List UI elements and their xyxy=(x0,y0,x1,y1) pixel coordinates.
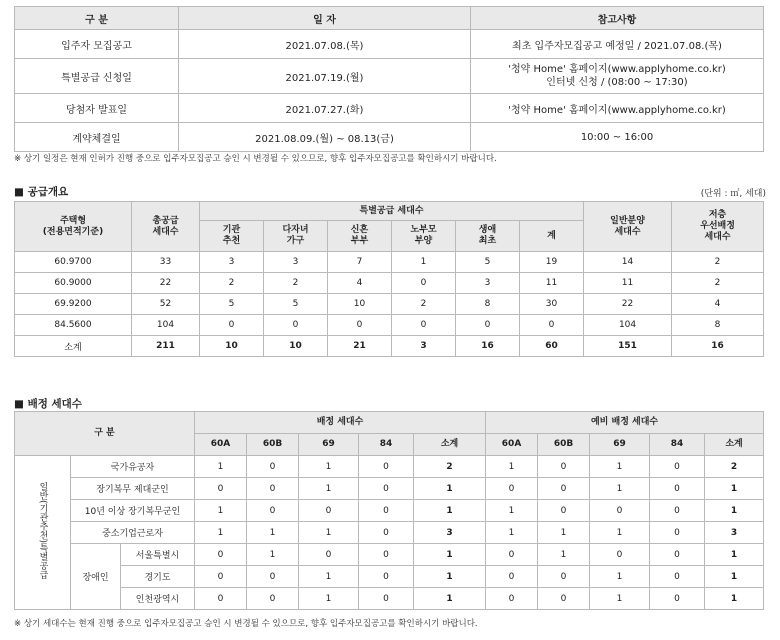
allocation-col: 60B xyxy=(247,434,299,456)
allocation-value-cell: 0 xyxy=(247,588,299,610)
supply-value-cell: 151 xyxy=(584,336,672,357)
allocation-value-cell: 1 xyxy=(247,522,299,544)
header-line: 우선배정 xyxy=(700,221,735,231)
supply-value-cell: 5 xyxy=(264,294,328,315)
supply-value-cell: 14 xyxy=(584,252,672,273)
supply-value-cell: 0 xyxy=(392,315,456,336)
schedule-note-line: '청약 Home' 홈페이지(www.applyhome.co.kr) xyxy=(508,64,726,75)
schedule-date: 2021.07.19.(월) xyxy=(179,59,471,94)
allocation-value-cell: 0 xyxy=(247,456,299,478)
allocation-value-cell: 0 xyxy=(247,500,299,522)
supply-value-cell: 3 xyxy=(456,273,520,294)
allocation-value-cell: 0 xyxy=(486,588,538,610)
allocation-value-cell: 0 xyxy=(247,566,299,588)
allocation-row xyxy=(15,522,764,544)
allocation-value-cell: 1 xyxy=(538,522,590,544)
allocation-value-cell: 1 xyxy=(414,588,486,610)
supply-value-cell: 11 xyxy=(584,273,672,294)
schedule-date: 2021.07.27.(화) xyxy=(179,94,471,123)
allocation-header-gubun: 구 분 xyxy=(15,412,195,456)
allocation-value-cell: 0 xyxy=(538,478,590,500)
header-line: 가구 xyxy=(286,236,305,246)
header-line: 세대수 xyxy=(152,226,179,237)
header-line: 부부 xyxy=(350,236,369,246)
supply-value-cell: 19 xyxy=(520,252,584,273)
schedule-header-note: 참고사항 xyxy=(471,7,764,30)
allocation-value-cell: 0 xyxy=(650,500,705,522)
schedule-date: 2021.07.08.(목) xyxy=(179,30,471,59)
allocation-disabled-label: 장애인 xyxy=(71,544,121,610)
supply-sub-elderly xyxy=(392,221,456,252)
supply-sub-newlywed xyxy=(328,221,392,252)
supply-value-cell: 2 xyxy=(200,273,264,294)
allocation-row xyxy=(15,456,764,478)
schedule-label: 특별공급 신청일 xyxy=(15,59,179,94)
allocation-value-cell: 1 xyxy=(590,478,650,500)
header-line: 일반분양 xyxy=(610,215,645,226)
allocation-value-cell: 1 xyxy=(299,478,359,500)
supply-value-cell: 22 xyxy=(132,273,200,294)
supply-type-cell: 84.5600 xyxy=(15,315,132,336)
allocation-col: 69 xyxy=(590,434,650,456)
supply-value-cell: 2 xyxy=(264,273,328,294)
allocation-value-cell: 0 xyxy=(538,588,590,610)
allocation-body xyxy=(15,456,764,610)
supply-value-cell: 4 xyxy=(672,294,764,315)
supply-value-cell: 5 xyxy=(456,252,520,273)
header-line: (전용면적기준) xyxy=(42,226,104,237)
header-line: 추천 xyxy=(222,236,241,246)
allocation-value-cell: 0 xyxy=(650,588,705,610)
allocation-group-text: 일반(기관추천)특별공급 xyxy=(37,482,48,580)
allocation-value-cell: 1 xyxy=(195,500,247,522)
supply-header-type xyxy=(15,202,132,252)
allocation-value-cell: 1 xyxy=(538,544,590,566)
allocation-value-cell: 1 xyxy=(590,522,650,544)
supply-row xyxy=(15,252,764,273)
schedule-footnote: ※ 상기 일정은 현재 인허가 진행 중으로 입주자모집공고 승인 시 변경될 수 있으므로, 향후 입주자모집공고를 확인하시기 바랍니다. xyxy=(14,154,497,164)
allocation-value-cell: 1 xyxy=(705,478,764,500)
allocation-value-cell: 0 xyxy=(538,456,590,478)
allocation-value-cell: 0 xyxy=(590,544,650,566)
allocation-footnote: ※ 상기 세대수는 현재 진행 중으로 입주자모집공고 승인 시 변경될 수 있으므로, 향후 입주자모집공고를 확인하시기 바랍니다. xyxy=(14,619,478,629)
allocation-value-cell: 0 xyxy=(195,566,247,588)
allocation-value-cell: 0 xyxy=(195,478,247,500)
supply-body xyxy=(15,252,764,357)
supply-type-cell: 60.9000 xyxy=(15,273,132,294)
supply-value-cell: 4 xyxy=(328,273,392,294)
supply-value-cell: 1 xyxy=(392,252,456,273)
allocation-value-cell: 0 xyxy=(195,544,247,566)
allocation-value-cell: 1 xyxy=(414,566,486,588)
supply-sub-sum: 계 xyxy=(520,221,584,252)
allocation-table xyxy=(14,411,764,610)
allocation-value-cell: 0 xyxy=(299,500,359,522)
header-line: 주택형 xyxy=(59,215,87,226)
allocation-value-cell: 1 xyxy=(247,544,299,566)
allocation-col: 60B xyxy=(538,434,590,456)
allocation-value-cell: 0 xyxy=(650,478,705,500)
supply-value-cell: 0 xyxy=(328,315,392,336)
allocation-value-cell: 0 xyxy=(359,522,414,544)
schedule-row xyxy=(15,30,764,59)
header-line: 최초 xyxy=(478,236,497,246)
allocation-value-cell: 1 xyxy=(414,478,486,500)
supply-type-cell: 60.9700 xyxy=(15,252,132,273)
allocation-value-cell: 1 xyxy=(590,566,650,588)
allocation-header-reserve: 예비 배정 세대수 xyxy=(486,412,764,434)
allocation-value-cell: 3 xyxy=(414,522,486,544)
allocation-value-cell: 0 xyxy=(247,478,299,500)
supply-value-cell: 10 xyxy=(200,336,264,357)
allocation-value-cell: 1 xyxy=(705,588,764,610)
allocation-row xyxy=(15,588,764,610)
supply-value-cell: 0 xyxy=(200,315,264,336)
header-line: 세대수 xyxy=(704,232,731,242)
allocation-col: 84 xyxy=(359,434,414,456)
supply-value-cell: 52 xyxy=(132,294,200,315)
allocation-value-cell: 0 xyxy=(359,566,414,588)
supply-value-cell: 104 xyxy=(584,315,672,336)
header-line: 부양 xyxy=(414,236,433,246)
supply-type-cell: 69.9200 xyxy=(15,294,132,315)
allocation-row xyxy=(15,566,764,588)
supply-type-cell: 소계 xyxy=(15,336,132,357)
schedule-row xyxy=(15,94,764,123)
supply-value-cell: 16 xyxy=(456,336,520,357)
supply-section-title: ■ 공급개요 xyxy=(14,186,69,198)
schedule-label: 계약체결일 xyxy=(15,123,179,152)
supply-value-cell: 0 xyxy=(264,315,328,336)
schedule-note: 10:00 ~ 16:00 xyxy=(471,123,764,152)
supply-total-row xyxy=(15,336,764,357)
schedule-note: 최초 입주자모집공고 예정일 / 2021.07.08.(목) xyxy=(471,30,764,59)
allocation-row-label: 인천광역시 xyxy=(121,588,195,610)
supply-header-general xyxy=(584,202,672,252)
schedule-table xyxy=(14,6,764,152)
header-line: 노부모 xyxy=(410,225,437,235)
allocation-value-cell: 0 xyxy=(650,456,705,478)
supply-value-cell: 2 xyxy=(672,273,764,294)
supply-value-cell: 2 xyxy=(672,252,764,273)
supply-value-cell: 0 xyxy=(456,315,520,336)
supply-value-cell: 10 xyxy=(328,294,392,315)
header-line: 다자녀 xyxy=(282,225,309,235)
allocation-group-label xyxy=(15,456,71,610)
supply-value-cell: 21 xyxy=(328,336,392,357)
allocation-row xyxy=(15,544,764,566)
schedule-row xyxy=(15,59,764,94)
allocation-value-cell: 1 xyxy=(486,456,538,478)
allocation-section-title: ■ 배정 세대수 xyxy=(14,398,82,410)
supply-header-special: 특별공급 세대수 xyxy=(200,202,584,221)
allocation-value-cell: 0 xyxy=(486,566,538,588)
schedule-label: 당첨자 발표일 xyxy=(15,94,179,123)
allocation-value-cell: 0 xyxy=(650,544,705,566)
supply-value-cell: 8 xyxy=(672,315,764,336)
allocation-col: 소계 xyxy=(705,434,764,456)
schedule-header-date: 일 자 xyxy=(179,7,471,30)
header-line: 총공급 xyxy=(152,215,179,226)
allocation-value-cell: 1 xyxy=(486,500,538,522)
supply-value-cell: 2 xyxy=(392,294,456,315)
allocation-value-cell: 0 xyxy=(359,500,414,522)
supply-value-cell: 8 xyxy=(456,294,520,315)
header-line: 저층 xyxy=(708,210,727,220)
allocation-value-cell: 1 xyxy=(299,566,359,588)
allocation-value-cell: 1 xyxy=(299,588,359,610)
supply-value-cell: 3 xyxy=(392,336,456,357)
schedule-header-row xyxy=(15,7,764,30)
supply-sub-agency xyxy=(200,221,264,252)
supply-value-cell: 22 xyxy=(584,294,672,315)
allocation-value-cell: 1 xyxy=(299,456,359,478)
allocation-value-cell: 2 xyxy=(705,456,764,478)
allocation-value-cell: 1 xyxy=(486,522,538,544)
allocation-value-cell: 2 xyxy=(414,456,486,478)
allocation-col: 60A xyxy=(486,434,538,456)
header-line: 신혼 xyxy=(350,225,369,235)
header-line: 기관 xyxy=(222,225,241,235)
supply-unit-label: (단위 : ㎡, 세대) xyxy=(700,189,766,199)
supply-value-cell: 7 xyxy=(328,252,392,273)
allocation-value-cell: 1 xyxy=(195,522,247,544)
allocation-value-cell: 0 xyxy=(650,522,705,544)
allocation-col: 60A xyxy=(195,434,247,456)
supply-value-cell: 10 xyxy=(264,336,328,357)
allocation-value-cell: 1 xyxy=(590,456,650,478)
allocation-row xyxy=(15,478,764,500)
schedule-label: 입주자 모집공고 xyxy=(15,30,179,59)
allocation-value-cell: 0 xyxy=(650,566,705,588)
supply-value-cell: 211 xyxy=(132,336,200,357)
allocation-value-cell: 1 xyxy=(705,566,764,588)
allocation-value-cell: 0 xyxy=(538,500,590,522)
allocation-value-cell: 0 xyxy=(195,588,247,610)
schedule-row xyxy=(15,123,764,152)
header-line: 세대수 xyxy=(614,226,641,237)
allocation-col: 소계 xyxy=(414,434,486,456)
supply-value-cell: 104 xyxy=(132,315,200,336)
allocation-value-cell: 1 xyxy=(414,500,486,522)
allocation-col: 69 xyxy=(299,434,359,456)
allocation-value-cell: 0 xyxy=(486,544,538,566)
supply-value-cell: 16 xyxy=(672,336,764,357)
supply-row xyxy=(15,294,764,315)
allocation-row-label: 경기도 xyxy=(121,566,195,588)
allocation-row xyxy=(15,500,764,522)
allocation-header-row xyxy=(15,412,764,434)
schedule-note xyxy=(471,59,764,94)
supply-sub-firsttime xyxy=(456,221,520,252)
supply-value-cell: 30 xyxy=(520,294,584,315)
allocation-value-cell: 1 xyxy=(590,588,650,610)
allocation-value-cell: 0 xyxy=(299,544,359,566)
allocation-col: 84 xyxy=(650,434,705,456)
supply-table xyxy=(14,201,764,357)
supply-value-cell: 5 xyxy=(200,294,264,315)
supply-value-cell: 3 xyxy=(264,252,328,273)
supply-value-cell: 3 xyxy=(200,252,264,273)
allocation-value-cell: 0 xyxy=(590,500,650,522)
allocation-row-label: 장기복무 제대군인 xyxy=(71,478,195,500)
supply-value-cell: 60 xyxy=(520,336,584,357)
supply-sub-multichild xyxy=(264,221,328,252)
allocation-value-cell: 0 xyxy=(359,588,414,610)
allocation-value-cell: 1 xyxy=(195,456,247,478)
allocation-value-cell: 1 xyxy=(705,544,764,566)
allocation-row-label: 서울특별시 xyxy=(121,544,195,566)
supply-row xyxy=(15,273,764,294)
allocation-value-cell: 3 xyxy=(705,522,764,544)
allocation-row-label: 10년 이상 장기복무군인 xyxy=(71,500,195,522)
supply-value-cell: 33 xyxy=(132,252,200,273)
supply-header-total xyxy=(132,202,200,252)
allocation-value-cell: 0 xyxy=(359,478,414,500)
allocation-value-cell: 0 xyxy=(359,544,414,566)
allocation-value-cell: 0 xyxy=(486,478,538,500)
supply-header-row xyxy=(15,202,764,221)
supply-header-low xyxy=(672,202,764,252)
supply-value-cell: 0 xyxy=(520,315,584,336)
schedule-header-gubun: 구 분 xyxy=(15,7,179,30)
allocation-row-label: 중소기업근로자 xyxy=(71,522,195,544)
allocation-header-assigned: 배정 세대수 xyxy=(195,412,486,434)
allocation-value-cell: 0 xyxy=(359,456,414,478)
allocation-value-cell: 1 xyxy=(299,522,359,544)
schedule-note: '청약 Home' 홈페이지(www.applyhome.co.kr) xyxy=(471,94,764,123)
supply-value-cell: 0 xyxy=(392,273,456,294)
allocation-value-cell: 1 xyxy=(414,544,486,566)
schedule-note-line: 인터넷 신청 / (08:00 ~ 17:30) xyxy=(546,77,688,88)
allocation-value-cell: 0 xyxy=(538,566,590,588)
header-line: 생애 xyxy=(478,225,497,235)
supply-row xyxy=(15,315,764,336)
allocation-row-label: 국가유공자 xyxy=(71,456,195,478)
allocation-value-cell: 1 xyxy=(705,500,764,522)
supply-value-cell: 11 xyxy=(520,273,584,294)
schedule-date: 2021.08.09.(월) ~ 08.13(금) xyxy=(179,123,471,152)
